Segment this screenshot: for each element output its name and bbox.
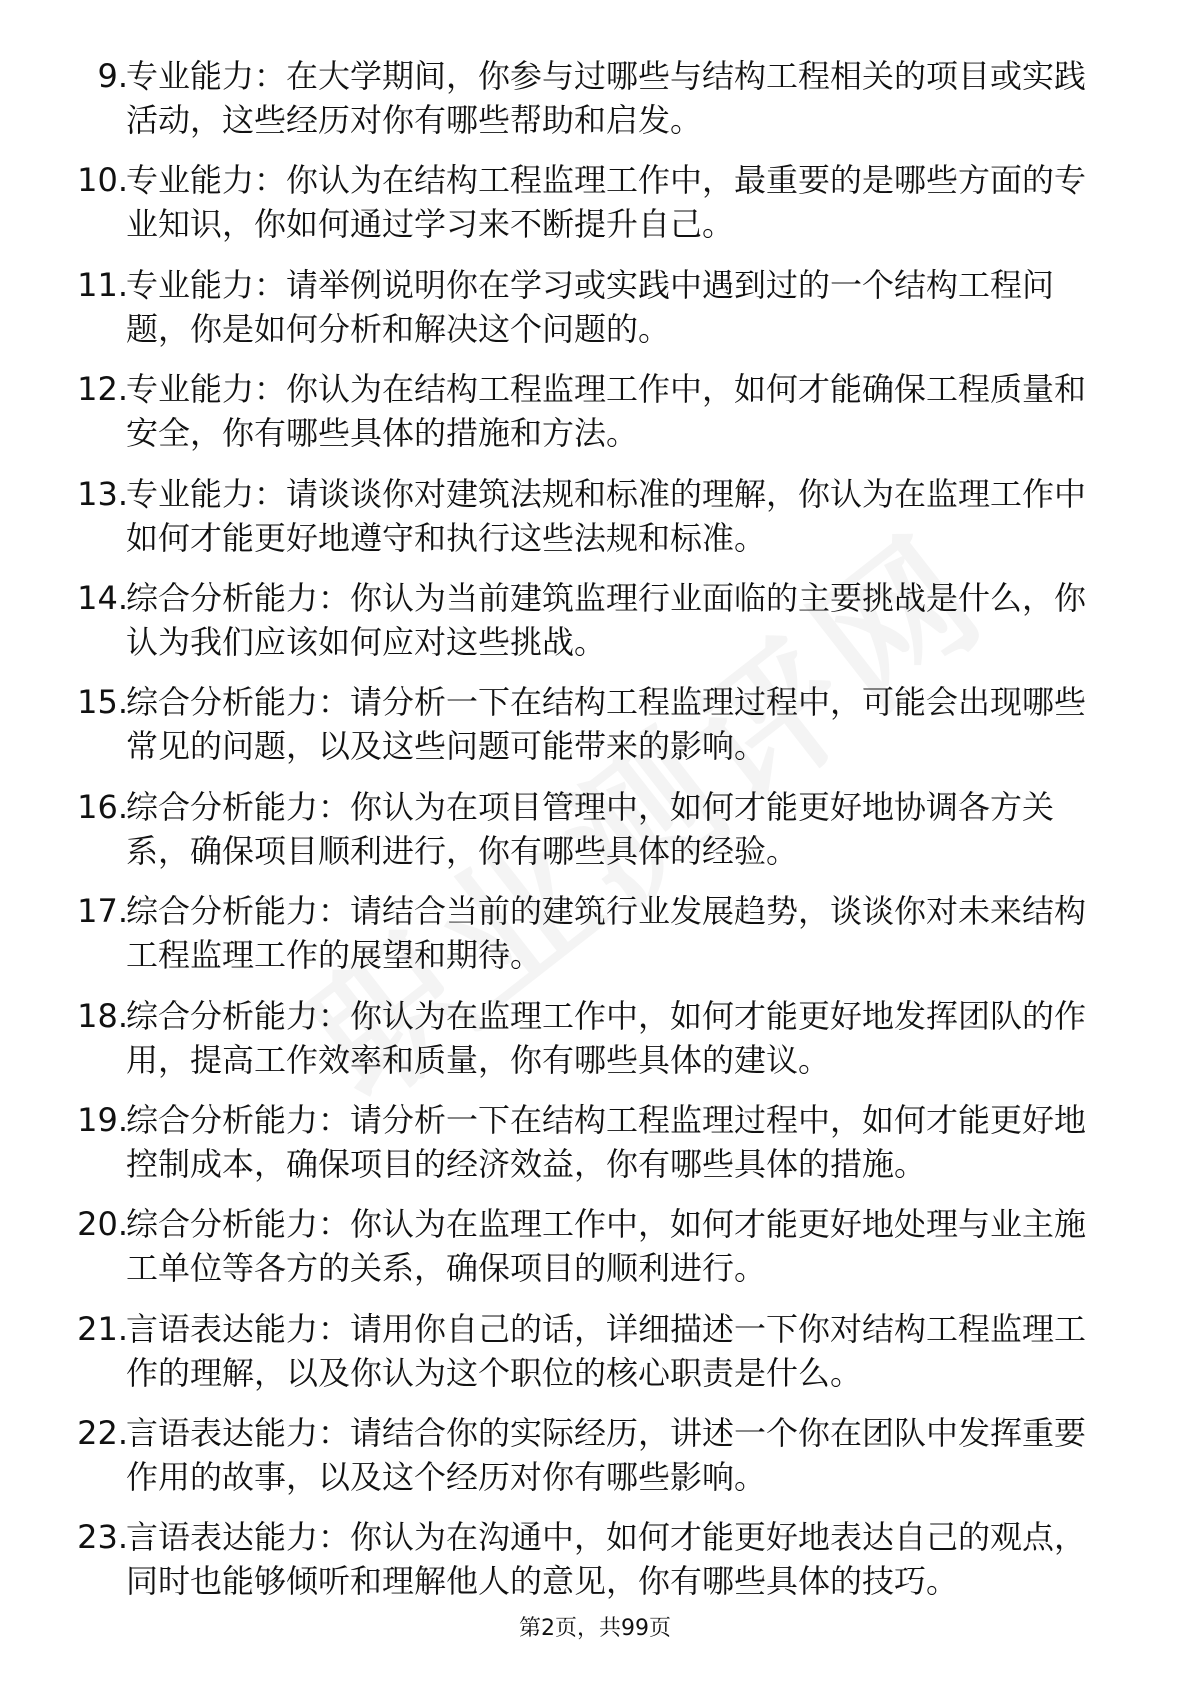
question-item — [0, 785, 1190, 889]
question-text: 专业能力：请谈谈你对建筑法规和标准的理解，你认为在监理工作中如何才能更好地遵守和执行这些法规和标准。 — [126, 474, 1087, 557]
question-number: 23. — [77, 1518, 128, 1557]
question-text: 综合分析能力：你认为在监理工作中，如何才能更好地处理与业主施工单位等各方的关系，确保项目的顺利进行。 — [126, 1205, 1087, 1288]
question-number: 21. — [77, 1309, 128, 1348]
question-item — [0, 994, 1190, 1098]
question-text: 综合分析能力：请分析一下在结构工程监理过程中，可能会出现哪些常见的问题，以及这些问题可能带来的影响。 — [126, 683, 1087, 766]
question-text: 专业能力：在大学期间，你参与过哪些与结构工程相关的项目或实践活动，这些经历对你有哪些帮助和启发。 — [126, 57, 1087, 139]
question-list — [0, 54, 1190, 1620]
page-footer: 第2页，共99页 — [519, 1616, 671, 1641]
question-item — [0, 1098, 1190, 1202]
question-item — [0, 54, 1190, 158]
question-item — [0, 1515, 1190, 1619]
question-text: 综合分析能力：你认为在项目管理中，如何才能更好地协调各方关系，确保项目顺利进行，你有哪些具体的经验。 — [126, 787, 1055, 870]
question-number: 9. — [97, 57, 128, 95]
question-number: 20. — [77, 1205, 128, 1244]
question-number: 19. — [77, 1100, 128, 1139]
question-number: 10. — [77, 161, 128, 200]
question-text: 综合分析能力：你认为在监理工作中，如何才能更好地发挥团队的作用，提高工作效率和质量，你有哪些具体的建议。 — [126, 996, 1087, 1079]
question-item — [0, 472, 1190, 576]
question-text: 专业能力：请举例说明你在学习或实践中遇到过的一个结构工程问题，你是如何分析和解决这个问题的。 — [126, 265, 1055, 348]
question-number: 11. — [77, 265, 128, 304]
question-text: 言语表达能力：你认为在沟通中，如何才能更好地表达自己的观点，同时也能够倾听和理解他人的意见，你有哪些具体的技巧。 — [126, 1518, 1087, 1601]
question-item — [0, 1307, 1190, 1411]
question-text: 综合分析能力：请结合当前的建筑行业发展趋势，谈谈你对未来结构工程监理工作的展望和期待。 — [126, 892, 1087, 975]
question-text: 言语表达能力：请用你自己的话，详细描述一下你对结构工程监理工作的理解，以及你认为这个职位的核心职责是什么。 — [126, 1309, 1087, 1392]
question-number: 18. — [77, 996, 128, 1035]
question-number: 22. — [77, 1414, 128, 1453]
question-number: 14. — [77, 578, 128, 617]
question-number: 17. — [77, 892, 128, 931]
question-item — [0, 367, 1190, 471]
question-number: 15. — [77, 683, 128, 722]
question-text: 综合分析能力：你认为当前建筑监理行业面临的主要挑战是什么，你认为我们应该如何应对这些挑战。 — [126, 578, 1087, 661]
question-number: 16. — [77, 787, 128, 826]
question-item — [0, 680, 1190, 784]
question-text: 综合分析能力：请分析一下在结构工程监理过程中，如何才能更好地控制成本，确保项目的经济效益，你有哪些具体的措施。 — [126, 1100, 1087, 1183]
question-item — [0, 889, 1190, 993]
question-item — [0, 158, 1190, 262]
question-number: 13. — [77, 474, 128, 513]
question-item — [0, 1202, 1190, 1306]
question-number: 12. — [77, 370, 128, 409]
question-item — [0, 1411, 1190, 1515]
question-text: 言语表达能力：请结合你的实际经历，讲述一个你在团队中发挥重要作用的故事，以及这个经历对你有哪些影响。 — [126, 1414, 1087, 1497]
question-text: 专业能力：你认为在结构工程监理工作中，最重要的是哪些方面的专业知识，你如何通过学习来不断提升自己。 — [126, 161, 1087, 244]
question-item — [0, 576, 1190, 680]
question-item — [0, 263, 1190, 367]
question-text: 专业能力：你认为在结构工程监理工作中，如何才能确保工程质量和安全，你有哪些具体的措施和方法。 — [126, 370, 1087, 453]
